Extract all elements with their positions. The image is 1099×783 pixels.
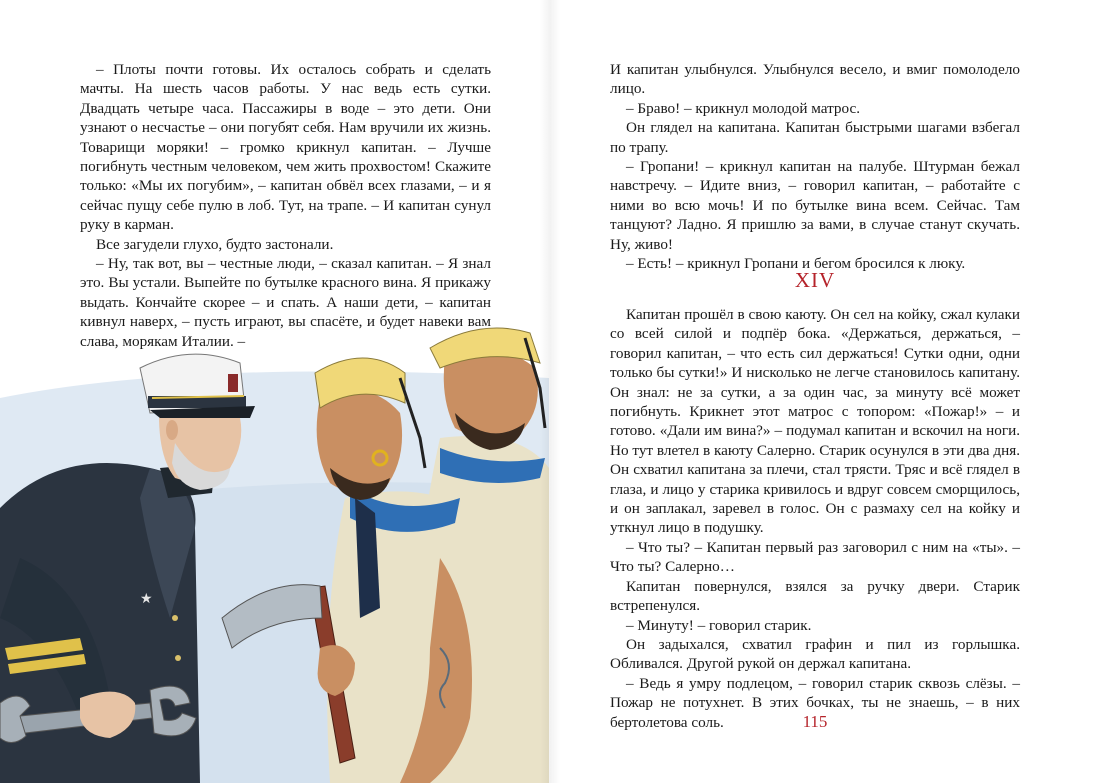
chapter-title: XIV — [794, 268, 836, 292]
paragraph: Капитан повернулся, взялся за ручку двери. Старик встрепенулся. — [610, 577, 1020, 615]
paragraph: Капитан прошёл в свою каюту. Он сел на койку, сжал кулаки со всей силой и подпёр бока. «Держаться, держаться, – говорил капитан, – что есть сил держаться! Сутки одни, одни только бы сутки!» И нисколько не легче становилось капитану. Он знал: не за сутки, а за один час, за минуту всё может погибнуть. Крикнет этот матрос с топором: «Пожар!» – и готово. «Дали им вина?» – подумал капитан и вскочил на ноги. Но тут влетел в каюту Салерно. Старик осунулся в эти два дня. Он схватил капитана за плечи, стал трясти. Тряс и всё глядел в глаза, и лицо у старика кривилось и вдруг совсем сморщилось, и он заплакал, заревел в голос. Он с размаху сел на койку и уткнул лицо в подушку. — [610, 306, 1020, 537]
paragraph: Он глядел на капитана. Капитан быстрыми шагами взбегал по трапу. — [610, 119, 1020, 156]
paragraph: – Браво! – крикнул молодой матрос. — [626, 99, 861, 117]
paragraph: – Есть! – крикнул Гропани и бегом бросился к люку. — [626, 255, 966, 273]
paragraph: И капитан улыбнулся. Улыбнулся весело, и вмиг помолодело лицо. — [610, 61, 1020, 98]
paragraph: – Что ты? – Капитан первый раз заговорил с ним на «ты». – Что ты? Салерно… — [610, 538, 1020, 576]
illustration-captain-and-sailors — [0, 318, 549, 783]
paragraph: Все загудели глухо, будто застонали. — [96, 235, 334, 253]
paragraph: – Минуту! – говорил старик. — [626, 616, 812, 634]
paragraph: – Плоты почти готовы. Их осталось собрать и сделать мачты. На шесть часов работы. У нас ведь есть сутки. Двадцать четыре часа. Пассажиры в воде – это дети. Они узнают о несчастье – они погубят себя. Нам вручили их жизнь. Товарищи моряки! – громко крикнул капитан. – Лучше погибнуть честным человеком, чем жить прохвостом! Скажите только: «Мы их погубим», – капитан обвёл всех глазами, – и я сейчас пущу себе пулю в лоб. Тут, на трапе. – И капитан сунул руку в карман. — [80, 61, 491, 234]
paragraph: – Ведь я умру подлецом, – говорил старик сквозь слёзы. – Пожар не потухнет. В этих бочках, ты не знаешь, – в них бертолетова соль. — [610, 674, 1020, 731]
paragraph: – Ну, так вот, вы – честные люди, – сказал капитан. – Я знал это. Вы устали. Выпейте по бутылке красного вина. Я прикажу выдать. Кончайте скорее – и спать. А наши дети, – капитан кивнул наверх, – пусть играют, вы спасёте, и будет навеки вам слава, морякам Италии. – — [80, 255, 491, 350]
paragraph: Он задыхался, схватил графин и пил из горлышка. Обливался. Другой рукой он держал капитана. — [610, 635, 1020, 673]
paragraph: – Гропани! – крикнул капитан на палубе. Штурман бежал навстречу. – Идите вниз, – говорил капитан, – работайте с ними во всю мочь! И по бутылке вина всем. Сейчас. Там танцуют? Ладно. Я пришлю за вами, в случае станут скучать. Ну, живо! — [610, 158, 1020, 253]
left-page — [0, 0, 549, 783]
svg-text:★: ★ — [140, 592, 153, 607]
right-page — [550, 0, 1099, 783]
left-page-text — [80, 60, 491, 351]
right-page-text-top — [610, 60, 1020, 273]
right-page-text-bottom — [610, 305, 1020, 732]
page-number: 115 — [802, 712, 828, 731]
